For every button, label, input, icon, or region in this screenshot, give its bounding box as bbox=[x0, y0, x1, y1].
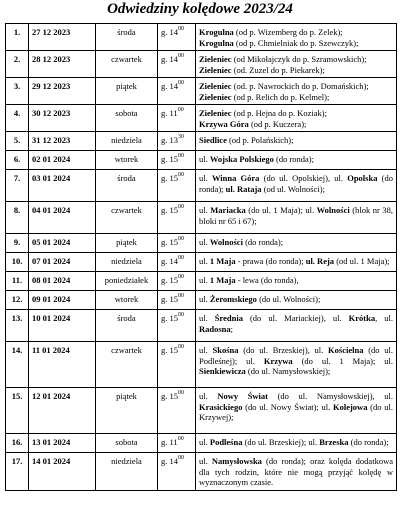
visit-area bbox=[196, 202, 397, 234]
visit-date: 31 12 2023 bbox=[29, 132, 96, 151]
visit-area bbox=[196, 24, 397, 51]
visit-date: 29 12 2023 bbox=[29, 78, 96, 105]
street-name: Kolejowa bbox=[332, 401, 368, 412]
area-text: (do ul. Krzywej); bbox=[199, 401, 393, 422]
visit-area bbox=[196, 388, 397, 434]
street-name: Wolności bbox=[316, 205, 350, 215]
visit-area bbox=[196, 105, 397, 132]
street-name: ul. Reja bbox=[305, 256, 335, 266]
time-minutes: 00 bbox=[178, 312, 184, 319]
area-text: , ul. bbox=[375, 313, 393, 323]
time-minutes: 00 bbox=[178, 390, 184, 397]
time-minutes: 00 bbox=[178, 236, 184, 243]
time-minutes: 00 bbox=[178, 204, 184, 211]
time-hour: g. 15 bbox=[161, 391, 178, 401]
time-minutes: 00 bbox=[178, 344, 184, 351]
row-number: 12. bbox=[6, 291, 29, 310]
visit-time bbox=[158, 434, 196, 453]
street-name: Zieleniec bbox=[199, 81, 232, 91]
area-text: (do ul. 1 Maja); ul. bbox=[292, 355, 393, 366]
visit-area bbox=[196, 170, 397, 202]
time-minutes: 30 bbox=[178, 134, 184, 141]
row-number: 3. bbox=[6, 78, 29, 105]
street-name: Winna Góra bbox=[211, 173, 260, 183]
weekday: piątek bbox=[96, 388, 158, 434]
area-line bbox=[199, 294, 393, 305]
visit-area bbox=[196, 253, 397, 272]
street-name: Krótka bbox=[348, 313, 376, 323]
area-text: (od ul. 1 Maja); bbox=[334, 256, 390, 266]
street-name: Zieleniec bbox=[199, 54, 232, 64]
visit-time bbox=[158, 342, 196, 388]
visit-time bbox=[158, 253, 196, 272]
time-hour: g. 14 bbox=[161, 456, 178, 466]
visit-date: 02 01 2024 bbox=[29, 151, 96, 170]
time-hour: g. 14 bbox=[161, 81, 178, 91]
area-text: ul. bbox=[199, 391, 218, 401]
visit-date: 27 12 2023 bbox=[29, 24, 96, 51]
weekday: czwartek bbox=[96, 51, 158, 78]
time-minutes: 00 bbox=[178, 455, 184, 462]
visit-time bbox=[158, 151, 196, 170]
time-minutes: 00 bbox=[178, 255, 184, 262]
weekday: poniedziałek bbox=[96, 272, 158, 291]
table-row bbox=[6, 272, 397, 291]
weekday: środa bbox=[96, 310, 158, 342]
area-line bbox=[199, 345, 393, 377]
weekday: środa bbox=[96, 170, 158, 202]
weekday: piątek bbox=[96, 234, 158, 253]
area-text: ul. bbox=[199, 313, 215, 323]
area-text: (od p. Relich do p. Kelmel); bbox=[231, 91, 330, 102]
row-number: 4. bbox=[6, 105, 29, 132]
visit-date: 14 01 2024 bbox=[29, 453, 96, 491]
area-text: ul. bbox=[199, 154, 210, 164]
street-name: Krzywa bbox=[263, 355, 293, 366]
table-row bbox=[6, 24, 397, 51]
area-text: (do ronda); bbox=[199, 173, 393, 194]
area-text: (od p. Kuczera); bbox=[248, 118, 307, 129]
row-number: 5. bbox=[6, 132, 29, 151]
area-text: (od p. Wizemberg do p. Zelek); bbox=[233, 27, 343, 37]
visit-date: 11 01 2024 bbox=[29, 342, 96, 388]
area-text: (do ul. Podleśnej); ul. bbox=[199, 345, 393, 366]
street-name: Nowy Świat bbox=[217, 391, 268, 401]
visit-time bbox=[158, 202, 196, 234]
area-text: (do ronda); bbox=[242, 237, 284, 247]
visit-date: 03 01 2024 bbox=[29, 170, 96, 202]
area-line bbox=[199, 391, 393, 423]
weekday: środa bbox=[96, 24, 158, 51]
time-hour: g. 15 bbox=[161, 154, 178, 164]
table-row bbox=[6, 202, 397, 234]
area-text: (do ul. Nowy Świat); ul. bbox=[242, 401, 333, 412]
table-row bbox=[6, 453, 397, 491]
time-minutes: 00 bbox=[177, 436, 184, 443]
visit-date: 07 01 2024 bbox=[29, 253, 96, 272]
area-text: (do ul. Namysłowskiej); bbox=[245, 366, 331, 376]
area-line bbox=[199, 313, 393, 334]
time-minutes: 00 bbox=[178, 26, 184, 33]
area-text: (od. p. Nawrockich do p. Domańskich); bbox=[231, 81, 369, 91]
row-number: 16. bbox=[6, 434, 29, 453]
area-text: (od p. Hejna do p. Koziak); bbox=[231, 108, 327, 118]
street-name: Sienkiewicza bbox=[199, 366, 246, 376]
table-row bbox=[6, 132, 397, 151]
area-line bbox=[199, 154, 393, 165]
area-line bbox=[199, 256, 393, 267]
area-line bbox=[199, 81, 393, 92]
visit-area bbox=[196, 310, 397, 342]
visit-date: 30 12 2023 bbox=[29, 105, 96, 132]
street-name: 1 Maja bbox=[209, 275, 236, 285]
area-text: (do ul. Mariackiej), ul. bbox=[242, 313, 349, 323]
area-line bbox=[199, 205, 393, 226]
street-name: Skośna bbox=[212, 345, 239, 355]
time-hour: g. 15 bbox=[161, 313, 178, 323]
row-number: 11. bbox=[6, 272, 29, 291]
area-text: ul. bbox=[199, 205, 211, 215]
area-line bbox=[199, 275, 393, 286]
time-minutes: 00 bbox=[178, 274, 184, 281]
table-row bbox=[6, 51, 397, 78]
visit-time bbox=[158, 291, 196, 310]
time-hour: g. 15 bbox=[161, 205, 178, 215]
area-text: (do ul. Opolskiej), ul. bbox=[259, 173, 348, 183]
row-number: 13. bbox=[6, 310, 29, 342]
area-line bbox=[199, 119, 393, 130]
area-text: ul. bbox=[199, 173, 212, 183]
weekday: niedziela bbox=[96, 132, 158, 151]
street-name: Podleśna bbox=[209, 437, 243, 447]
street-name: Krasickiego bbox=[199, 401, 243, 412]
weekday: sobota bbox=[96, 434, 158, 453]
table-row bbox=[6, 78, 397, 105]
street-name: Namysłowska bbox=[211, 456, 262, 466]
street-name: Kościelna bbox=[328, 345, 364, 355]
row-number: 17. bbox=[6, 453, 29, 491]
area-text: ul. bbox=[199, 345, 213, 355]
visit-date: 28 12 2023 bbox=[29, 51, 96, 78]
visit-time bbox=[158, 234, 196, 253]
visit-area bbox=[196, 272, 397, 291]
time-minutes: 00 bbox=[178, 172, 184, 179]
visit-area bbox=[196, 291, 397, 310]
visit-area bbox=[196, 132, 397, 151]
area-line bbox=[199, 65, 393, 76]
area-text: - prawa (do ronda); bbox=[235, 256, 306, 266]
time-hour: g. 15 bbox=[161, 294, 178, 304]
weekday: piątek bbox=[96, 78, 158, 105]
row-number: 14. bbox=[6, 342, 29, 388]
table-row bbox=[6, 342, 397, 388]
visit-area bbox=[196, 434, 397, 453]
table-row bbox=[6, 291, 397, 310]
street-name: Średnia bbox=[214, 313, 243, 323]
area-text: ul. bbox=[199, 275, 210, 285]
area-text: (do ul. Brzeskiej); ul. bbox=[242, 437, 320, 447]
row-number: 9. bbox=[6, 234, 29, 253]
area-text: (do ul. Brzeskiej), ul. bbox=[238, 345, 329, 355]
time-hour: g. 15 bbox=[161, 275, 178, 285]
row-number: 15. bbox=[6, 388, 29, 434]
street-name: Wolności bbox=[209, 237, 243, 247]
weekday: czwartek bbox=[96, 202, 158, 234]
area-line bbox=[199, 108, 393, 119]
area-text: ul. bbox=[199, 456, 212, 466]
street-name: Mariacka bbox=[210, 205, 246, 215]
area-text: (do ronda); bbox=[273, 154, 315, 164]
weekday: wtorek bbox=[96, 291, 158, 310]
visit-date: 10 01 2024 bbox=[29, 310, 96, 342]
visit-area bbox=[196, 453, 397, 491]
visit-time bbox=[158, 78, 196, 105]
time-minutes: 00 bbox=[178, 293, 184, 300]
area-line bbox=[199, 54, 393, 65]
street-name: Zieleniec bbox=[199, 108, 232, 118]
row-number: 10. bbox=[6, 253, 29, 272]
row-number: 1. bbox=[6, 24, 29, 51]
street-name: Krogulna bbox=[199, 37, 234, 48]
visit-area bbox=[196, 342, 397, 388]
area-text: ul. bbox=[199, 294, 210, 304]
time-minutes: 00 bbox=[178, 53, 184, 60]
table-row bbox=[6, 234, 397, 253]
table-row bbox=[6, 151, 397, 170]
table-row bbox=[6, 170, 397, 202]
visit-date: 08 01 2024 bbox=[29, 272, 96, 291]
street-name: Brzeska bbox=[319, 437, 349, 447]
visit-area bbox=[196, 51, 397, 78]
visit-time bbox=[158, 310, 196, 342]
time-hour: g. 15 bbox=[161, 237, 178, 247]
area-text: ; bbox=[230, 323, 234, 334]
visit-time bbox=[158, 24, 196, 51]
time-hour: g. 14 bbox=[161, 256, 178, 266]
visit-time bbox=[158, 388, 196, 434]
area-line bbox=[199, 237, 393, 248]
area-text: (do ul. Wolności); bbox=[256, 294, 321, 304]
table-row bbox=[6, 434, 397, 453]
time-hour: g. 11 bbox=[161, 437, 178, 447]
area-line bbox=[199, 38, 393, 49]
area-text: ul. bbox=[199, 237, 210, 247]
area-text: ul. bbox=[199, 437, 210, 447]
weekday: niedziela bbox=[96, 253, 158, 272]
weekday: wtorek bbox=[96, 151, 158, 170]
schedule-table bbox=[5, 23, 397, 491]
time-minutes: 00 bbox=[177, 107, 184, 114]
visit-time bbox=[158, 272, 196, 291]
street-name: Zieleniec bbox=[199, 91, 232, 102]
visit-date: 04 01 2024 bbox=[29, 202, 96, 234]
area-text: (od ul. Wolności); bbox=[261, 183, 325, 194]
time-hour: g. 13 bbox=[161, 135, 178, 145]
area-line bbox=[199, 456, 393, 488]
street-name: ul. Rataja bbox=[225, 183, 262, 194]
area-text: (do ronda); bbox=[348, 437, 389, 447]
visit-area bbox=[196, 151, 397, 170]
area-text: - lewa (do ronda), bbox=[235, 275, 299, 285]
time-hour: g. 11 bbox=[161, 108, 178, 118]
visit-time bbox=[158, 132, 196, 151]
street-name: Krogulna bbox=[199, 27, 234, 37]
street-name: Opolska bbox=[347, 173, 378, 183]
area-text: (blok nr 38, bloki nr 65 i 67); bbox=[199, 205, 393, 226]
street-name: Siedlice bbox=[199, 135, 227, 145]
time-hour: g. 14 bbox=[161, 54, 178, 64]
table-row bbox=[6, 310, 397, 342]
time-minutes: 00 bbox=[178, 80, 184, 87]
visit-area bbox=[196, 234, 397, 253]
time-minutes: 00 bbox=[178, 153, 184, 160]
street-name: Żeromskiego bbox=[209, 294, 257, 304]
visit-date: 12 01 2024 bbox=[29, 388, 96, 434]
area-line bbox=[199, 173, 393, 194]
area-text: (od p. Polańskich); bbox=[226, 135, 294, 145]
visit-date: 05 01 2024 bbox=[29, 234, 96, 253]
street-name: 1 Maja bbox=[209, 256, 236, 266]
area-text: (do ronda); oraz kolęda dodatkowa dla tych rodzin, które nie mogą przyjąć kolędę w wyznaczonym czasie. bbox=[199, 456, 393, 487]
area-line bbox=[199, 135, 393, 146]
street-name: Krzywa Góra bbox=[199, 118, 249, 129]
weekday: czwartek bbox=[96, 342, 158, 388]
table-row bbox=[6, 253, 397, 272]
visit-time bbox=[158, 51, 196, 78]
visit-date: 09 01 2024 bbox=[29, 291, 96, 310]
area-line bbox=[199, 92, 393, 103]
visit-area bbox=[196, 78, 397, 105]
row-number: 7. bbox=[6, 170, 29, 202]
area-text: (od Mikołajczyk do p. Szramowskich); bbox=[231, 54, 367, 64]
area-line bbox=[199, 437, 393, 448]
table-row bbox=[6, 388, 397, 434]
weekday: niedziela bbox=[96, 453, 158, 491]
area-text: (od. Zuzel do p. Piekarek); bbox=[231, 64, 325, 75]
row-number: 6. bbox=[6, 151, 29, 170]
table-row bbox=[6, 105, 397, 132]
area-text: (od p. Chmielniak do p. Szewczyk); bbox=[233, 37, 359, 48]
area-text: (do ul. Namysłowskiej), ul. bbox=[268, 391, 393, 401]
row-number: 8. bbox=[6, 202, 29, 234]
visit-time bbox=[158, 105, 196, 132]
visit-date: 13 01 2024 bbox=[29, 434, 96, 453]
weekday: sobota bbox=[96, 105, 158, 132]
street-name: Radosna bbox=[199, 323, 231, 334]
visit-time bbox=[158, 453, 196, 491]
time-hour: g. 14 bbox=[161, 27, 178, 37]
row-number: 2. bbox=[6, 51, 29, 78]
area-text: (do ul. 1 Maja); ul. bbox=[245, 205, 317, 215]
street-name: Zieleniec bbox=[199, 64, 232, 75]
page-title: Odwiedziny kolędowe 2023/24 bbox=[107, 1, 293, 17]
area-text: ul. bbox=[199, 256, 210, 266]
time-hour: g. 15 bbox=[161, 345, 178, 355]
area-line bbox=[199, 27, 393, 38]
time-hour: g. 15 bbox=[161, 173, 178, 183]
visit-time bbox=[158, 170, 196, 202]
street-name: Wojska Polskiego bbox=[209, 154, 274, 164]
